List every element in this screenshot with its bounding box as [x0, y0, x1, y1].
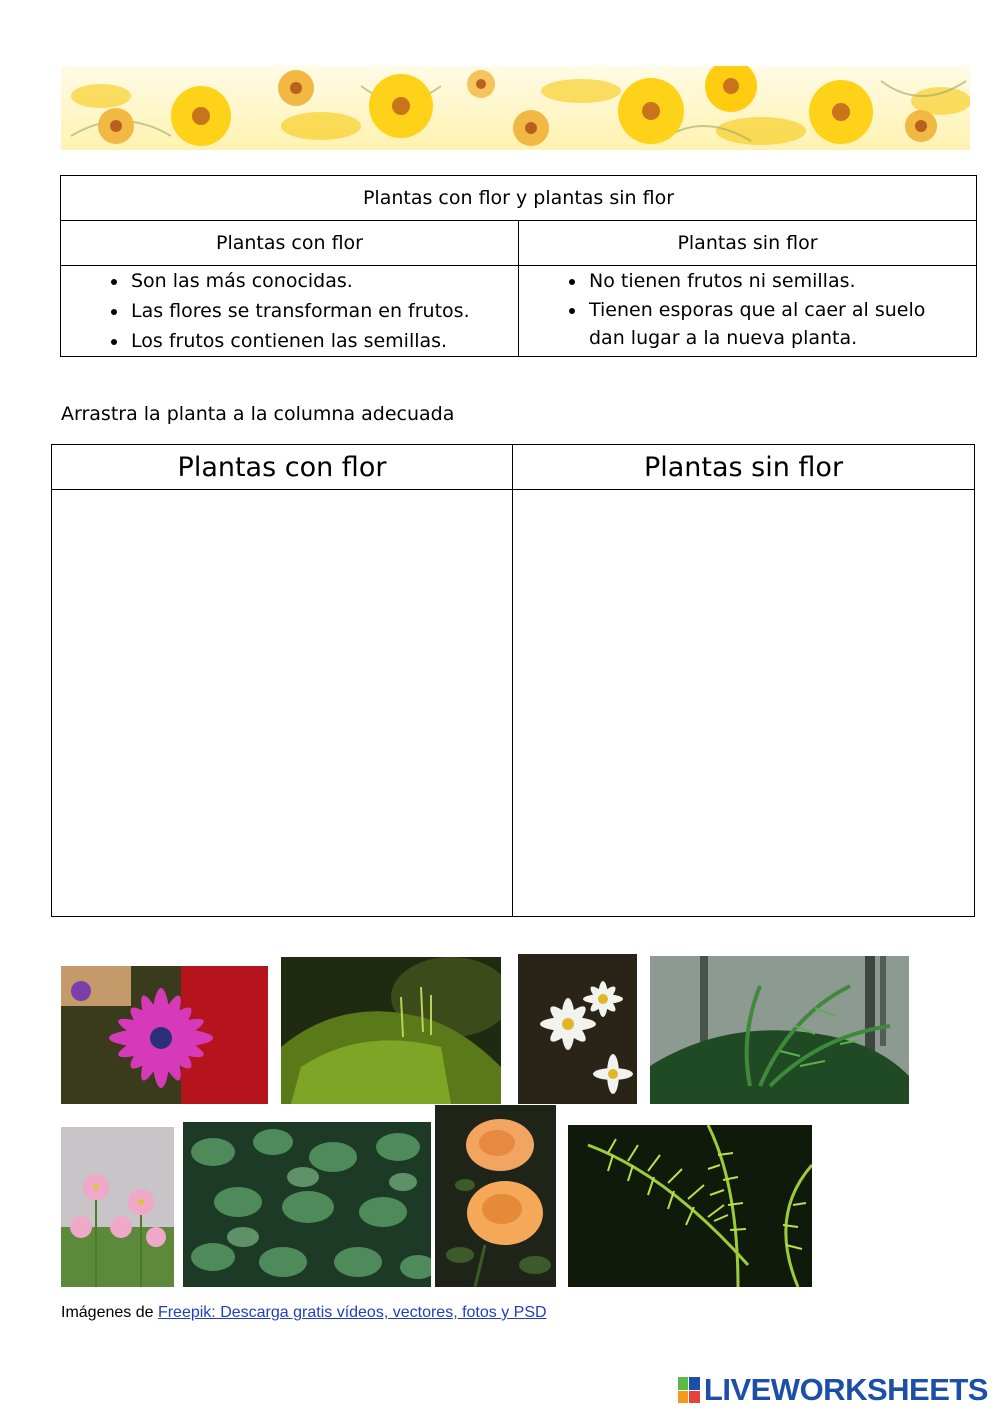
info-list-con-flor-cell — [61, 266, 519, 357]
info-list-sin-flor-cell — [519, 266, 977, 357]
info-item: • Las flores se transforman en frutos. — [129, 296, 518, 326]
info-item: • No tienen frutos ni semillas. — [587, 266, 956, 296]
drop-table — [51, 444, 975, 917]
brand-name: LIVEWORKSHEETS — [703, 1372, 988, 1407]
green-leaves-photo[interactable] — [183, 1122, 431, 1287]
pink-cosmos-photo[interactable] — [61, 1127, 174, 1287]
fern-forest-photo[interactable] — [650, 956, 909, 1104]
info-header-sin-flor: Plantas sin flor — [519, 221, 977, 266]
info-table-title: Plantas con flor y plantas sin flor — [61, 176, 977, 221]
moss-photo[interactable] — [281, 957, 501, 1104]
info-item: • Son las más conocidas. — [129, 266, 518, 296]
liveworksheets-logo — [678, 1372, 988, 1408]
orange-roses-photo[interactable] — [435, 1105, 556, 1287]
purple-daisy-photo[interactable] — [61, 966, 268, 1104]
info-table — [60, 175, 977, 357]
freepik-link[interactable]: Freepik: Descarga gratis vídeos, vectores, fotos y PSD — [157, 1304, 547, 1321]
drop-header-con-flor: Plantas con flor — [52, 445, 513, 490]
credit-prefix: Imágenes de — [61, 1304, 158, 1321]
info-item: • Tienen esporas que al caer al suelo dan lugar a la nueva planta. — [587, 296, 956, 352]
drop-zone-sin-flor[interactable] — [513, 490, 975, 917]
info-item: • Los frutos contienen las semillas. — [129, 326, 518, 356]
flower-banner — [61, 66, 970, 150]
white-daisies-photo[interactable] — [518, 954, 637, 1104]
instruction-text: Arrastra la planta a la columna adecuada — [61, 403, 455, 425]
liveworksheets-icon — [678, 1377, 700, 1403]
image-credit — [61, 1304, 547, 1322]
fern-frond-photo[interactable] — [568, 1125, 812, 1287]
info-header-con-flor: Plantas con flor — [61, 221, 519, 266]
drop-zone-con-flor[interactable] — [52, 490, 513, 917]
drop-header-sin-flor: Plantas sin flor — [513, 445, 975, 490]
